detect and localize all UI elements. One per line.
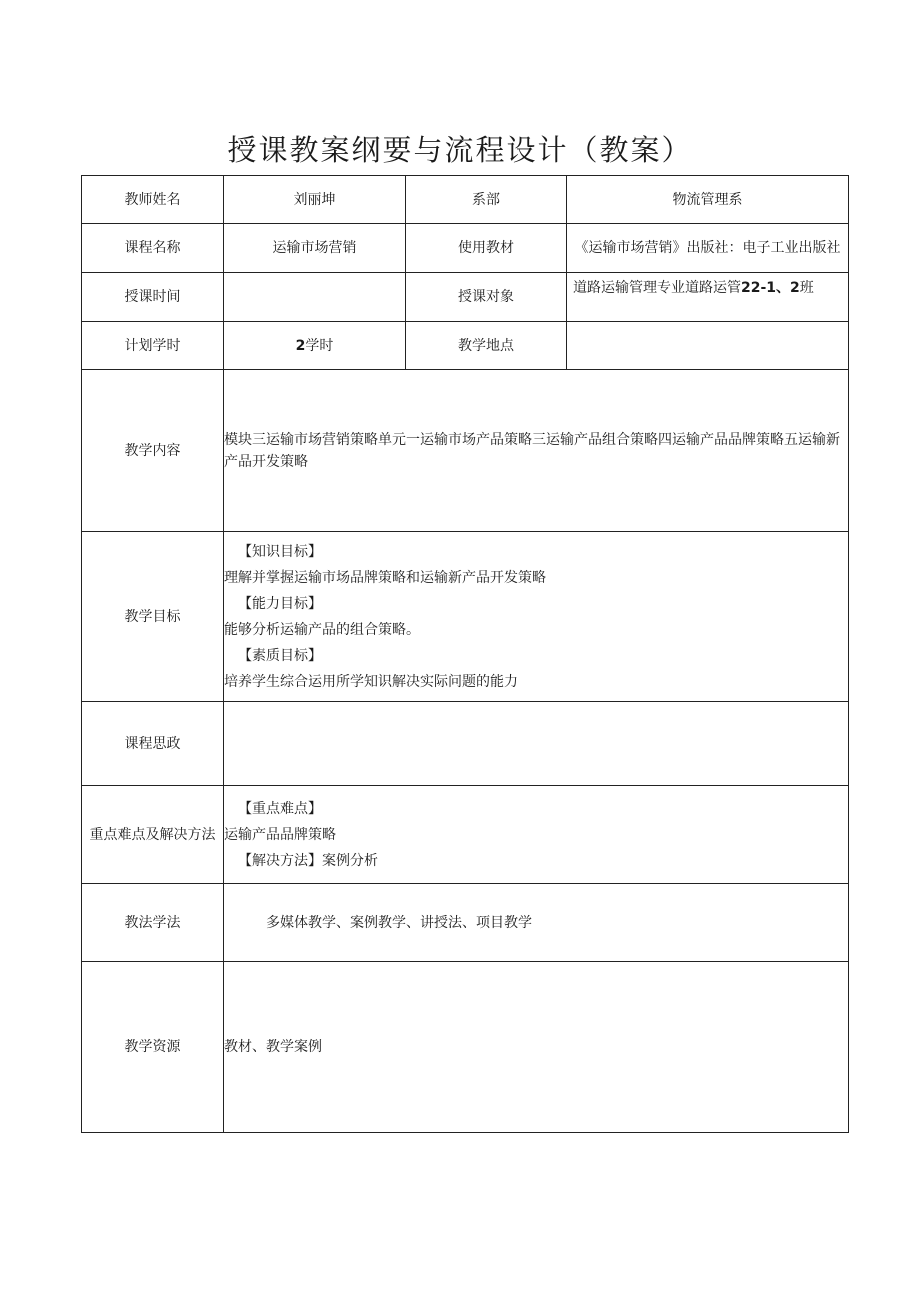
lesson-plan-table bbox=[81, 175, 849, 1133]
row-methods bbox=[82, 884, 849, 962]
target-value bbox=[567, 273, 849, 322]
row-goals bbox=[82, 532, 849, 702]
textbook-text: 《运输市场营销》出版社：电子工业出版社 bbox=[574, 240, 841, 256]
content-label: 教学内容 bbox=[82, 370, 224, 532]
target-suffix: 班 bbox=[799, 280, 814, 296]
resources-label: 教学资源 bbox=[82, 962, 224, 1133]
hours-label: 计划学时 bbox=[82, 322, 224, 370]
methods-label: 教法学法 bbox=[82, 884, 224, 962]
teacher-label: 教师姓名 bbox=[82, 176, 224, 224]
row-ideology bbox=[82, 702, 849, 786]
goal-ability-text: 能够分析运输产品的组合策略。 bbox=[224, 621, 420, 638]
goals-value bbox=[224, 532, 849, 702]
teacher-value: 刘丽坤 bbox=[224, 176, 406, 224]
target-classes: 22-1、2 bbox=[741, 280, 800, 296]
ideology-label: 课程思政 bbox=[82, 702, 224, 786]
keypoints-heading: 【重点难点】 bbox=[238, 800, 322, 817]
hours-number: 2 bbox=[295, 337, 306, 354]
row-time bbox=[82, 273, 849, 322]
goal-quality-heading: 【素质目标】 bbox=[238, 647, 322, 664]
keypoints-value bbox=[224, 786, 849, 884]
ideology-value bbox=[224, 702, 849, 786]
keypoints-label: 重点难点及解决方法 bbox=[82, 786, 224, 884]
row-course bbox=[82, 224, 849, 273]
goal-knowledge-text: 理解并掌握运输市场品牌策略和运输新产品开发策略 bbox=[224, 569, 546, 586]
document-title: 授课教案纲要与流程设计（教案） bbox=[227, 133, 693, 167]
row-keypoints bbox=[82, 786, 849, 884]
place-value bbox=[567, 322, 849, 370]
row-resources bbox=[82, 962, 849, 1133]
textbook-value bbox=[567, 224, 849, 273]
goal-ability-heading: 【能力目标】 bbox=[238, 595, 322, 612]
dept-label: 系部 bbox=[406, 176, 567, 224]
content-value: 模块三运输市场营销策略单元一运输市场产品策略三运输产品组合策略四运输产品品牌策略五运输新产品开发策略 bbox=[224, 370, 849, 532]
hours-unit: 学时 bbox=[305, 337, 334, 354]
hours-value bbox=[224, 322, 406, 370]
keypoints-text: 运输产品品牌策略 bbox=[224, 826, 336, 843]
time-value bbox=[224, 273, 406, 322]
dept-value: 物流管理系 bbox=[567, 176, 849, 224]
course-value: 运输市场营销 bbox=[224, 224, 406, 273]
target-prefix: 道路运输管理专业道路运管 bbox=[573, 280, 741, 296]
goal-knowledge-heading: 【知识目标】 bbox=[238, 543, 322, 560]
row-content bbox=[82, 370, 849, 532]
target-label: 授课对象 bbox=[406, 273, 567, 322]
place-label: 教学地点 bbox=[406, 322, 567, 370]
row-teacher bbox=[82, 176, 849, 224]
course-label: 课程名称 bbox=[82, 224, 224, 273]
solution-text: 【解决方法】案例分析 bbox=[238, 852, 378, 869]
row-hours bbox=[82, 322, 849, 370]
time-label: 授课时间 bbox=[82, 273, 224, 322]
textbook-label: 使用教材 bbox=[406, 224, 567, 273]
resources-value: 教材、教学案例 bbox=[224, 962, 849, 1133]
goal-quality-text: 培养学生综合运用所学知识解决实际问题的能力 bbox=[224, 673, 518, 690]
goals-label: 教学目标 bbox=[82, 532, 224, 702]
methods-value: 多媒体教学、案例教学、讲授法、项目教学 bbox=[224, 884, 849, 962]
